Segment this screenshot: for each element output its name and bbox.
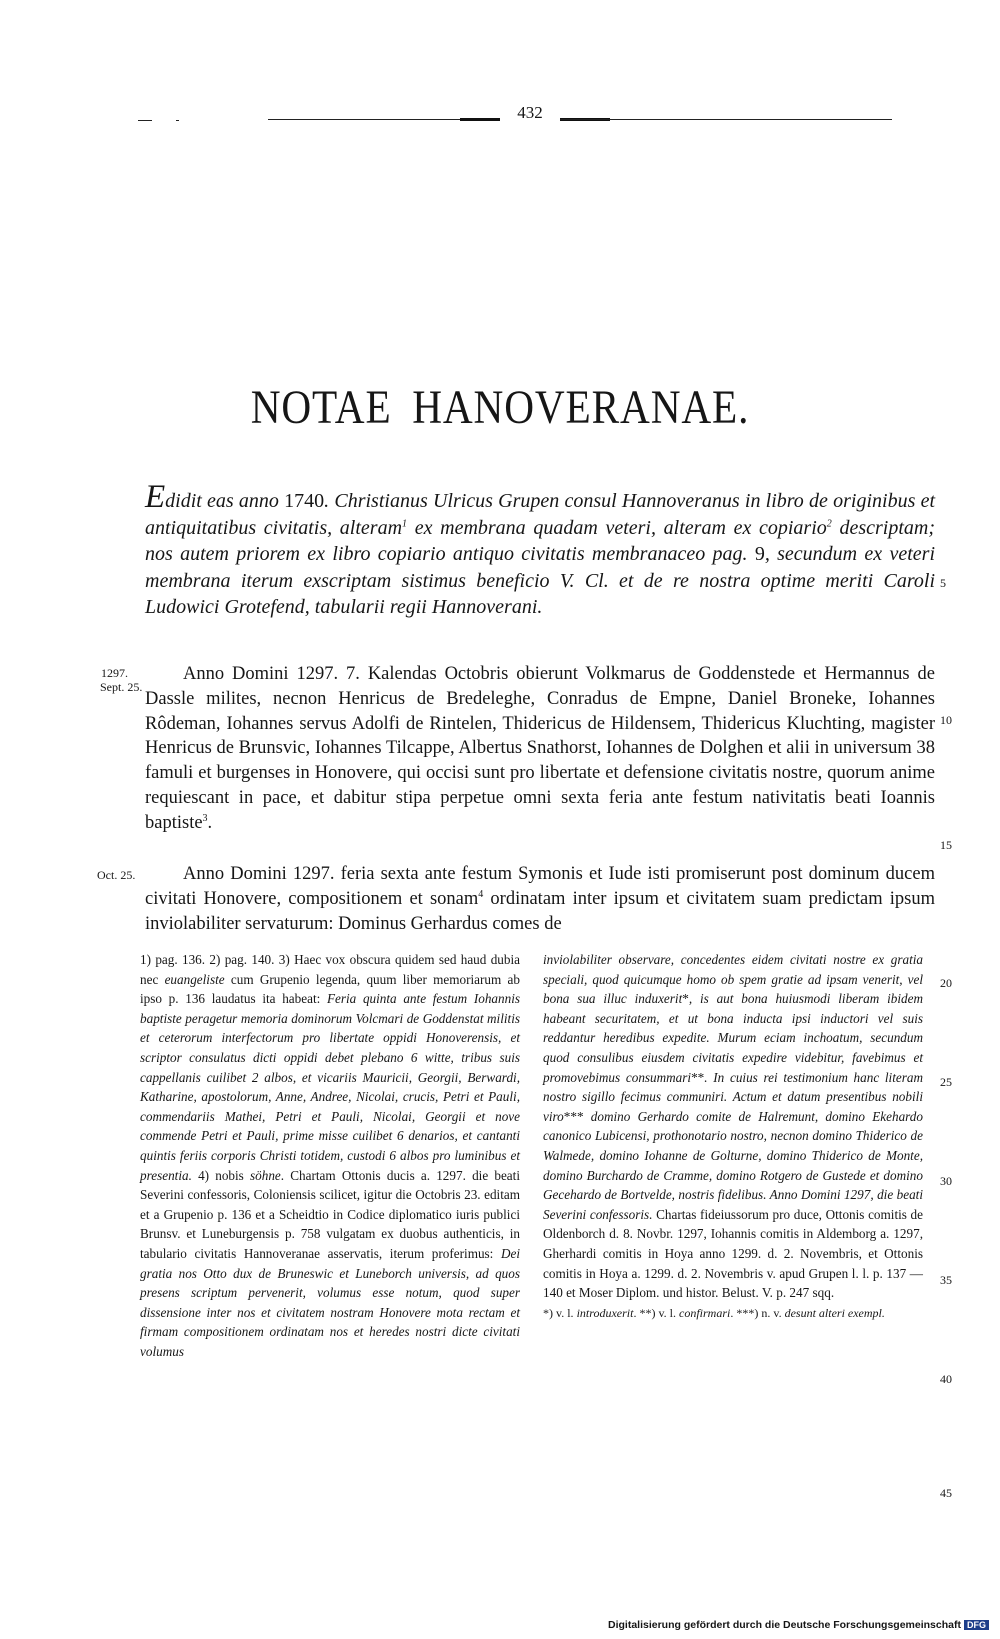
footnotes-right-column <box>543 950 923 1321</box>
variant-text: . **) v. l. <box>633 1305 680 1320</box>
entry-text: Anno Domini 1297. feria sexta ante festum Symonis et Iude isti promiserunt post dominum ducem civitati Honovere, compositionem et sonam <box>145 864 935 909</box>
footnote-italic: söhne <box>250 1167 281 1183</box>
entry-1297-oct <box>145 862 935 936</box>
footnote-text: *** <box>563 1108 584 1124</box>
footnote-italic: Dei gratia nos Otto dux de Bruneswic et Luneborch universis, ad quos presens scriptum pervenerit, volumus esse notum, quod super dissensione inter nos et civitatem nostram Honovere mota rectam et firmam compositionem ordinatam nos et heredes nostri dicte civitati volumus <box>140 1245 520 1359</box>
line-number: 35 <box>940 1273 952 1287</box>
footnote-text: 1) pag. 136. 2) pag. 140. 3) Haec vox obscura quidem sed haud dubia nec <box>140 952 520 987</box>
header-dash-left <box>138 120 152 121</box>
footnote-ref: 4 <box>478 888 484 900</box>
line-number: 10 <box>940 713 952 727</box>
margin-date: Oct. 25. <box>97 868 136 882</box>
footnote-text: ** <box>691 1069 705 1085</box>
drop-initial: E <box>145 479 166 515</box>
footnote-text: . Chartam Ottonis ducis a. 1297. die beati Severini confessoris, Coloniensis scilicet, igitur die Octobris 23. editam et a Grupenio p. 136 et a Scheidtio in Codice diplomatico iuris publici Brunsv. et Luneburgensis p. 758 vulgatam ex duobus authenticis, in tabulario civitatis Hannoveranae asservatis, iterum proferimus: <box>140 1167 520 1261</box>
intro-paragraph <box>145 479 936 621</box>
digitization-credit <box>608 1619 986 1631</box>
footnote-text: * <box>682 991 689 1007</box>
variant-text: *) v. l. <box>543 1305 577 1320</box>
line-number: 30 <box>940 1174 952 1188</box>
footnote-italic: . In cuius rei testimonium hanc literam nostro sigillo fecimus communiri. Actum et datum presentibus nobili viro <box>543 1069 923 1124</box>
header-rule-left-thick <box>460 118 500 121</box>
header-dot-left <box>176 120 179 121</box>
intro-year: 1740 <box>284 490 325 512</box>
footnote-italic: domino Gerhardo comite de Halremunt, domino Ekehardo canonico Lubicensi, prothonotario nostro, necnon domino Thiderico de Walmede, domino Iohanne de Golturne, domino Thiderico de Monte, domino Burchardo de Cramme, domino Rotgero de Gustede et domino Gecehardo de Bortvelde, nostris fidelibus. Anno Domini 1297, die beati Severini confessoris. <box>543 1108 923 1222</box>
intro-text: , secundum ex veteri membrana iterum exscriptam sistimus beneficio V. Cl. et de re nostra optime meriti Caroli Ludowici Grotefend, tabularii regii Hannoverani. <box>145 543 936 619</box>
line-number: 25 <box>940 1075 952 1089</box>
footnote-text: Chartas fideiussorum pro duce, Ottonis comitis de Oldenborch d. 8. Novbr. 1297, Iohannis comitis in Aldemborg a. 1297, Gherhardi comitis in Hoya anno 1299. d. 2. Novembris, et Ottonis comitis in Hoya a. 1299. d. 2. Novembris v. apud Grupen l. l. p. 137 — 140 et Moser Diplom. und histor. Belust. V. p. 247 sqq. <box>543 1206 923 1301</box>
footnotes-left-column <box>140 950 520 1361</box>
dfg-logo-icon: DFG <box>964 1620 989 1630</box>
footnote-ref: 3 <box>202 812 208 824</box>
line-number: 20 <box>940 976 952 990</box>
line-number: 40 <box>940 1372 952 1386</box>
footnote-text: cum Grupenio legenda, quum liber memoriarum ab ipso p. 136 laudatus ita habeat: <box>140 971 520 1007</box>
entry-1297-sept <box>145 662 935 836</box>
variant-italic: desunt alteri exempl. <box>784 1305 885 1320</box>
variant-italic: introduxerit <box>576 1305 634 1320</box>
footnote-italic: euangeliste <box>164 971 225 987</box>
margin-year: 1297. <box>101 666 128 680</box>
line-number: 15 <box>940 838 952 852</box>
line-number: 5 <box>940 576 946 590</box>
intro-text: ex membrana quadam veteri, alteram ex copiario <box>407 516 827 539</box>
intro-text: . Christianus Ulricus Grupen consul Hannoveranus in libro de originibus et antiquitatibus civitatis, alteram <box>145 490 935 539</box>
page-title <box>70 380 930 435</box>
entry-text: ordinatam inter ipsum et civitatem suam predictam ipsum inviolabiliter servaturum: Dominus Gerhardus comes de <box>145 888 936 934</box>
footer-text: Digitalisierung gefördert durch die Deutsche Forschungsgemeinschaft <box>608 1619 961 1631</box>
variant-italic: confirmari <box>679 1305 731 1320</box>
margin-date: Sept. 25. <box>100 680 143 694</box>
entry-text: Anno Domini 1297. 7. Kalendas Octobris obierunt Volkmarus de Goddenstede et Hermannus de Dassle milites, necnon Henricus de Bredeleghe, Conradus de Empne, Daniel Broneke, Iohannes Rôdeman, Iohannes servus Adolfi de Rintelen, Thidericus de Hildensem, Thidericus Kluchting, magister Henricus de Brunsvic, Iohannes Tilcappe, Albertus Snathorst, Iohannes de Dolghen et alii in universum 38 famuli et burgenses in Honovere, qui occisi sunt pro libertate et defensione civitatis nostre, quorum anime requiescant in pace, et dabitur stipa perpetue omni sexta feria ante festum nativitatis beati Ioannis baptiste <box>145 664 935 833</box>
intro-text: descriptam; nos autem priorem ex libro copiario antiquo civitatis membranaceo pag. <box>145 516 935 566</box>
footnote-italic: Feria quinta ante festum Iohannis baptiste peragetur memoria dominorum Volcmari de Goddenstat militis et ceterorum interfectorum pro libertate oppidi Honoverensis, et scriptor consulatus dicti oppidi debet plebano 6 witte, tribus suis cappellanis cuilibet 2 albos, et vicariis Mauricii, Georgii, Berwardi, Katharine, apostolorum, Anne, Andree, Nicolai, crucis, Petri et Pauli, commendariis Mathei, Petri et Pauli, Nicolai, Georgii et nove commende Petri et Pauli, prime misse cuilibet 6 denarios, et cantanti quintis feriis corporis Christi totidem, custodi 6 albos pro luminibus et presentia. <box>140 991 520 1183</box>
page-number: 432 <box>517 103 543 122</box>
footnote-text: 4) nobis <box>191 1167 250 1183</box>
variant-readings <box>543 1305 923 1321</box>
title-word-2: HANOVERANAE. <box>412 381 750 434</box>
line-number: 45 <box>940 1486 952 1500</box>
footnote-ref: 1 <box>402 517 408 529</box>
intro-page-number: 9 <box>754 543 765 566</box>
footnote-italic: , is aut bona huiusmodi liberam ibidem habeant securitatem, et ut bona inducta ipsi inductori vel suis reddantur heredibus expedite. Murum eciam inchoatum, secundum quod consulibus eiusdem civitatis expedire videbitur, favebimus et promovebimus consummari <box>543 991 923 1085</box>
footnote-ref: 2 <box>826 517 832 529</box>
variant-text: . ***) n. v. <box>730 1305 785 1320</box>
title-word-1: NOTAE <box>250 381 392 434</box>
footnote-italic: inviolabiliter observare, concedentes eidem civitati nostre ex gratia speciali, quod quicumque homo ob spem gratie ad ipsam venerit, vel bona sua illuc induxerit <box>543 952 923 1007</box>
header-rule-right <box>560 119 892 120</box>
entry-text: . <box>207 812 213 833</box>
intro-text: didit eas anno <box>165 490 285 512</box>
